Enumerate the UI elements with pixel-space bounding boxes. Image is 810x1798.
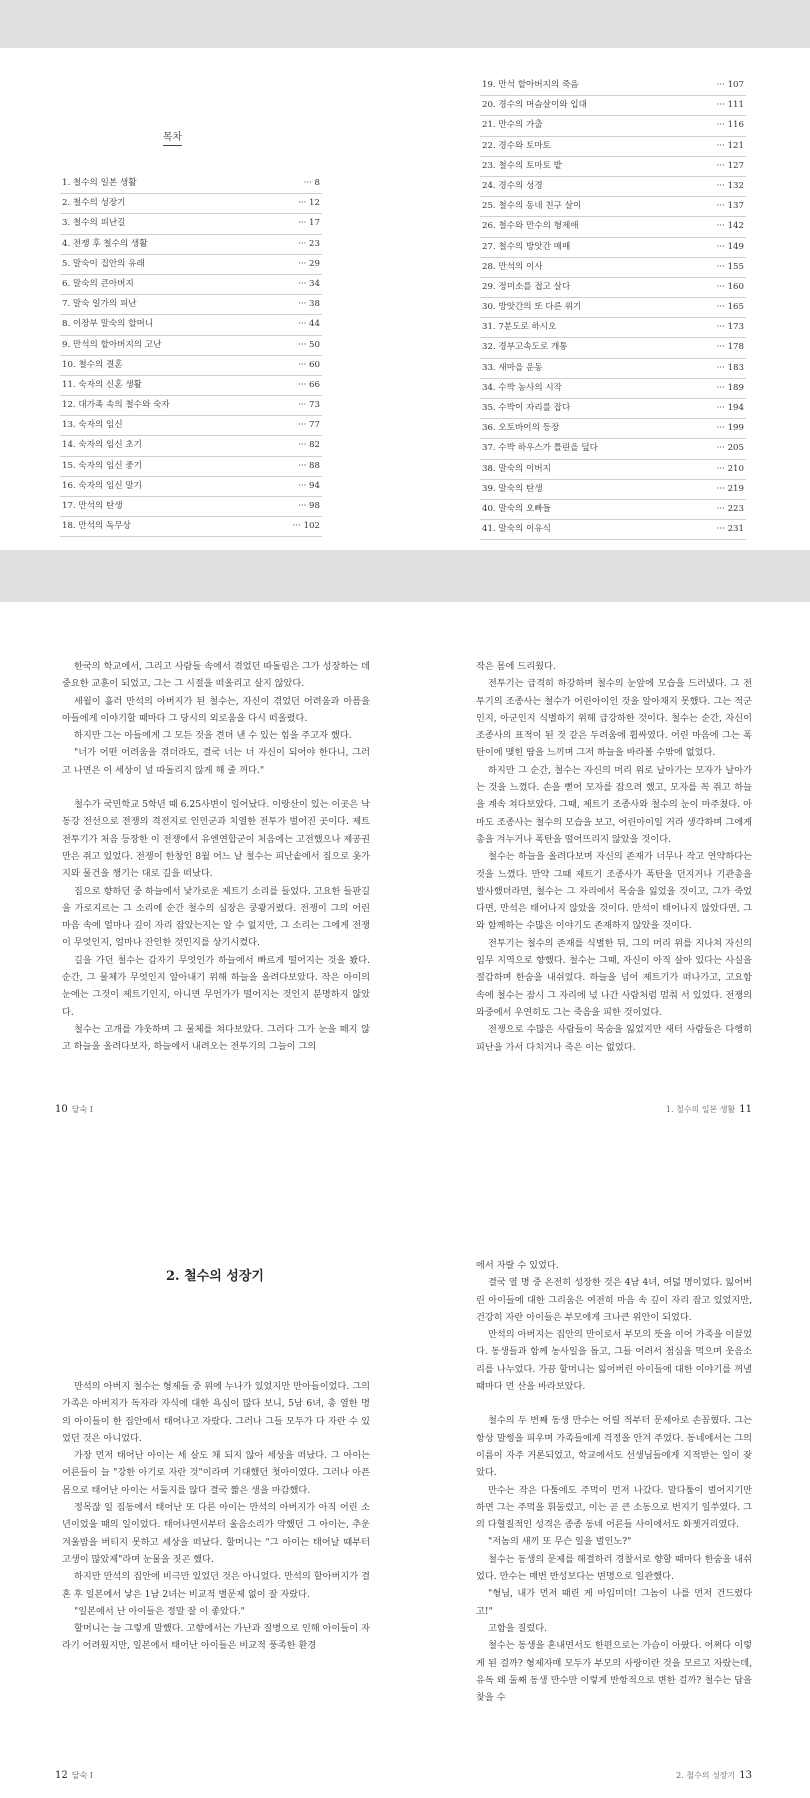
toc-entry-title: 4. 전쟁 후 철수의 생활: [62, 238, 148, 249]
toc-entry-page: ··· 88: [298, 460, 320, 471]
toc-entry-title: 26. 철수와 만수의 형제애: [482, 221, 579, 232]
toc-entry-title: 41. 말숙의 이유식: [482, 524, 551, 535]
toc-entry[interactable]: [480, 460, 746, 480]
toc-entry-title: 9. 만석의 할아버지의 고난: [62, 339, 162, 350]
toc-entry-title: 6. 말숙의 큰아버지: [62, 278, 134, 289]
toc-entry-title: 19. 만석 할아버지의 죽음: [482, 80, 579, 90]
toc-entry[interactable]: [60, 376, 322, 396]
toc-entry-page: ··· 98: [298, 501, 320, 511]
paragraph: 정목잖 일 집동에서 태어난 또 다른 아이는 만석의 아버지가 아직 어린 소년이었을 때의 일이었다. 태어나면서부터 울음소리가 약했던 그 아이는, 추운 겨울밤을 버티지 못하고 세상을 떠났다. 할머니는 "그 아이는 태어날 때부터 고생이 많았제"라며 눈물을 짓곤 했다.: [62, 1502, 370, 1565]
toc-entry-title: 39. 말숙의 탄생: [482, 483, 543, 494]
toc-entry-title: 16. 숙자의 임신 말기: [62, 480, 142, 491]
toc-entry-title: 1. 철수의 일본 생활: [62, 178, 137, 188]
page-10-folio: [55, 1104, 97, 1115]
paragraph: 가장 먼저 태어난 아이는 세 살도 채 되지 않아 세상을 떠났다. 그 아이는 어른들이 늘 "강한 아기로 자란 것"이라며 기대했던 첫아이였다. 그러나 아픈 몸으로 태어난 아이는 서둘지를 않다 결국 짧은 생을 마감했다.: [62, 1450, 370, 1496]
toc-entry-title: 3. 철수의 피난길: [62, 218, 126, 229]
paragraph: 결국 열 명 중 온전히 성장한 것은 4남 4녀, 여덟 명이었다. 잃어버린 아이들에 대한 그리움은 여전히 마음 속 깊이 자리 잡고 있었지만, 건강히 자란 아이들은 부모에게 크나큰 위안이 되었다.: [476, 1277, 752, 1323]
toc-entry[interactable]: [60, 436, 322, 456]
toc-entry-page: ··· 194: [716, 403, 744, 413]
page-number: 12: [55, 1770, 68, 1781]
page-11-body-text: [476, 658, 752, 1056]
running-head: 2. 철수의 성장기: [676, 1771, 736, 1780]
paragraph: "일본에서 난 아이들은 정말 잘 이 좋았다.": [74, 1605, 245, 1617]
toc-list-left: [60, 174, 322, 537]
toc-entry-title: 12. 대가족 속의 철수와 숙자: [62, 400, 170, 411]
toc-entry-page: ··· 8: [303, 178, 320, 188]
toc-entry[interactable]: [60, 295, 322, 315]
paragraph: 철수는 동생을 혼내면서도 한편으로는 가슴이 아팠다. 어쩌다 이렇게 된 걸까? 형제자매 모두가 부모의 사랑이란 것을 모르고 자랐는데, 유독 왜 둘째 동생 만수만 이렇게 반항적으로 변한 걸까? 철수는 답을 찾을 수: [476, 1640, 752, 1704]
toc-entry-page: ··· 160: [716, 281, 744, 292]
toc-entry-title: 25. 철수의 동네 친구 살이: [482, 201, 582, 212]
paragraph: "너가 어떤 어려움을 겪더라도, 결국 너는 너 자신이 되어야 한다니, 그러고 나면은 이 세상이 널 따돌리지 않게 해 줄 꺼다.": [62, 747, 370, 776]
toc-entry[interactable]: [480, 278, 746, 298]
toc-entry[interactable]: [480, 157, 746, 177]
paragraph: "저놈의 새끼 또 무슨 일을 벌인노?": [488, 1536, 632, 1548]
toc-entry[interactable]: [480, 197, 746, 217]
toc-entry-title: 33. 새마을 운동: [482, 362, 543, 373]
toc-entry-page: ··· 219: [716, 483, 744, 494]
toc-entry-page: ··· 94: [298, 480, 320, 491]
toc-entry-page: ··· 34: [298, 278, 320, 289]
toc-entry[interactable]: [480, 238, 746, 258]
toc-entry[interactable]: [60, 235, 322, 255]
toc-entry-page: ··· 23: [298, 238, 320, 249]
toc-entry-title: 40. 말숙의 오빠들: [482, 503, 551, 514]
toc-entry-title: 7. 말숙 일가의 피난: [62, 299, 137, 310]
toc-entry[interactable]: [60, 336, 322, 356]
toc-list-right: [480, 76, 746, 540]
toc-entry[interactable]: [480, 338, 746, 358]
paragraph: 철수가 국민학교 5학년 때 6.25사변이 일어났다. 이랑산이 있는 이곳은 낙동강 전선으로 전쟁의 격전지로 인민군과 치열한 전투가 벌어진 곳이다. 제트전투기가 처음 등장한 이 전쟁에서 유엔연합군이 처음에는 고전했으나 제공권만은 쥐고 있었다. 전쟁이 한창인 8월 어느 날 철수는 피난솥에서 집으로 옷가지와 물건을 챙기는 대로 길을 떠났다.: [62, 799, 370, 880]
middle-gray-band: [0, 550, 810, 602]
toc-entry[interactable]: [480, 399, 746, 419]
paragraph: 집으로 향하던 중 하늘에서 낯가로운 제트기 소리를 들었다. 고요한 들판길을 가로지르는 그 소리에 순간 철수의 심장은 쿵쾅거렸다. 전쟁이 그의 어린 마음 속에 얼마나 깊이 자리 잡았는지는 알 수 없지만, 그 소리는 그에게 전쟁이 무엇인지, 얼마나 잔인한 것인지를 상기시켰다.: [62, 885, 370, 949]
paragraph: 철수는 동생의 문제를 해결하러 경찰서로 향할 때마다 한숨을 내쉬었다. 만수는 매번 반성보다는 변명으로 일관했다.: [476, 1553, 752, 1583]
toc-entry-title: 2. 철수의 성장기: [62, 198, 126, 209]
toc-entry[interactable]: [480, 419, 746, 439]
paragraph: 고함을 질렀다.: [488, 1622, 548, 1634]
toc-entry[interactable]: [60, 315, 322, 335]
paragraph: 전투기는 철수의 존재를 식별한 뒤, 그의 머리 위를 지나쳐 자신의 임무 지역으로 향했다. 철수는 그때, 자신이 아직 살아 있다는 사실을 절감하며 한숨을 내쉬었다. 하늘을 넘어 제트기가 떠나가고, 고요함 속에 철수는 잠시 그 자리에 넋 나간 사람처럼 멈춰 서 있었다. 전쟁의 와중에서 우연히도 그는 죽음을 피한 것이었다.: [476, 937, 752, 1018]
toc-entry-page: ··· 102: [292, 521, 320, 532]
toc-entry-page: ··· 231: [716, 524, 744, 535]
toc-entry[interactable]: [480, 520, 746, 540]
chapter-title: 2. 철수의 성장기: [166, 1269, 264, 1284]
toc-entry[interactable]: [480, 439, 746, 459]
toc-entry-title: 22. 경수와 토마토: [482, 140, 551, 151]
toc-entry-page: ··· 29: [298, 258, 320, 269]
toc-entry-page: ··· 38: [298, 299, 320, 310]
toc-entry-page: ··· 210: [716, 463, 744, 474]
toc-entry[interactable]: [480, 359, 746, 379]
toc-entry-title: 21. 만수의 가출: [482, 120, 543, 131]
paragraph: 하지만 그는 아들에게 그 모든 것을 견뎌 낸 수 있는 힘을 주고자 했다.: [74, 730, 352, 742]
paragraph: 세월이 흘러 만석의 아버지가 된 철수는, 자신이 겪었던 어려움과 아픔을 아들에게 이야기할 때마다 그 당시의 외로움을 다시 떠올렸다.: [62, 695, 370, 724]
toc-entry-page: ··· 173: [716, 322, 744, 333]
page-12-folio: [55, 1770, 97, 1781]
spread-pages-10-11: [0, 602, 810, 1162]
toc-entry-title: 18. 만석의 독무상: [62, 521, 131, 532]
paragraph: 전투기는 급격히 하강하며 철수의 눈앞에 모습을 드러냈다. 그 전투기의 조종사는 철수가 어린아이인 것을 알아채지 못했다. 그는 적군인지, 아군인지 식별하기 위해 급강하한 것이다. 철수는 순간, 자신이 조종사의 표적이 된 것 같은 두려움에 휩싸였다. 어린 마음에 그는 폭탄이에 맺힌 땀을 느끼며 그저 하늘을 바라볼 수밖에 없었다.: [476, 678, 752, 759]
paragraph: 철수의 두 번째 동생 만수는 어릴 적부터 문제아로 손꼽혔다. 그는 항상 말썽을 피우며 가족들에게 걱정을 안겨 주었다. 동네에서는 그의 이름이 자주 거론되었고, 학교에서도 선생님들에게 지적받는 일이 잦았다.: [476, 1415, 752, 1479]
toc-entry[interactable]: [60, 416, 322, 436]
toc-entry-page: ··· 12: [298, 198, 320, 209]
toc-entry-page: ··· 66: [298, 379, 320, 390]
top-gray-band: [0, 0, 810, 48]
toc-entry[interactable]: [480, 217, 746, 237]
page-number: 11: [739, 1104, 752, 1115]
toc-entry[interactable]: [60, 517, 322, 537]
toc-spread: [0, 48, 810, 550]
paragraph: 하지만 그 순간, 철수는 자신의 머리 위로 날아가는 모자가 날아가는 것을 느꼈다. 손을 뻗어 모자를 잡으려 했고, 모자를 꼭 쥐고 하늘을 계속 쳐다보았다. 그때, 제트기 조종사와 철수의 눈이 마주쳤다. 아마도 조종사는 철수의 모습을 보고, 어린아이일 거라 생각하며 그에게 총을 겨누거나 폭탄을 떨어뜨리지 않았을 것이다.: [476, 764, 752, 845]
paragraph: 만석의 아버지는 집안의 만이로서 부모의 뜻을 이어 가족을 이끌었다. 동생들과 함께 농사일을 돕고, 그들 어려서 점심을 먹으며 웃음소리를 나누었다. 가끔 할머니는 잃어버린 아이들에 대한 이야기를 꺼낼 때마다 먼 산을 바라보았다.: [476, 1329, 752, 1393]
toc-entry-title: 27. 철수의 방앗간 매매: [482, 241, 571, 252]
page-13-folio: [672, 1770, 752, 1781]
toc-entry[interactable]: [480, 177, 746, 197]
page-number: 10: [55, 1104, 68, 1115]
toc-entry-title: 38. 말숙의 이버지: [482, 463, 551, 474]
toc-entry[interactable]: [480, 96, 746, 116]
toc-entry[interactable]: [60, 194, 322, 214]
toc-entry-title: 17. 만석의 탄생: [62, 501, 123, 511]
toc-entry-title: 29. 정미소를 접고 살다: [482, 281, 571, 292]
toc-entry[interactable]: [480, 298, 746, 318]
paragraph: "형님, 내가 먼저 때린 게 아입미더! 그놈이 나를 먼저 건드렸다고!": [476, 1588, 752, 1617]
toc-entry-page: ··· 165: [716, 302, 744, 313]
toc-entry-title: 36. 오토바이의 등장: [482, 423, 560, 434]
toc-entry-page: ··· 107: [716, 80, 744, 90]
toc-entry-page: ··· 17: [298, 218, 320, 229]
toc-entry[interactable]: [60, 174, 322, 194]
toc-entry[interactable]: [60, 275, 322, 295]
page-13-body-text: [476, 1257, 752, 1706]
toc-entry-title: 30. 방앗간의 또 다른 위기: [482, 302, 582, 313]
toc-entry-page: ··· 116: [716, 120, 744, 131]
toc-entry[interactable]: [480, 258, 746, 278]
paragraph: 전쟁으로 수많은 사람들이 목숨을 잃었지만 새터 사람들은 다행히 피난을 가서 다치거나 죽은 이는 없었다.: [476, 1024, 752, 1053]
toc-entry-title: 5. 말숙이 집안의 유래: [62, 258, 145, 269]
paragraph: 작은 몸에 드리웠다.: [476, 661, 556, 672]
toc-entry-page: ··· 50: [298, 339, 320, 350]
toc-title: 목차: [0, 128, 345, 143]
toc-entry[interactable]: [480, 137, 746, 157]
running-head: 1. 철수의 일본 생활: [665, 1105, 736, 1114]
toc-entry-title: 32. 경부고속도로 개통: [482, 342, 568, 353]
toc-entry-page: ··· 189: [716, 382, 744, 393]
toc-entry[interactable]: [60, 457, 322, 477]
toc-entry-title: 24. 경수의 성경: [482, 180, 543, 191]
toc-entry[interactable]: [60, 255, 322, 275]
toc-entry[interactable]: [480, 116, 746, 136]
toc-entry-page: ··· 149: [716, 241, 744, 252]
toc-entry-page: ··· 73: [298, 400, 320, 411]
toc-entry[interactable]: [480, 379, 746, 399]
toc-entry-page: ··· 183: [716, 362, 744, 373]
toc-entry-page: ··· 132: [716, 180, 744, 191]
toc-entry-page: ··· 44: [298, 319, 320, 330]
paragraph: 철수는 고개를 갸웃하며 그 물체를 쳐다보았다. 그러다 그가 눈을 떼지 않고 하늘을 올려다보자, 하늘에서 내려오는 전투기의 그늘이 그의: [62, 1023, 370, 1053]
toc-entry-title: 8. 이장부 말숙의 할머니: [62, 319, 154, 330]
page-10-body-text: [62, 658, 370, 1056]
running-head: 달숙 I: [71, 1105, 93, 1114]
toc-entry-title: 23. 철수의 토마토 밭: [482, 160, 562, 171]
toc-entry-page: ··· 178: [716, 342, 744, 353]
paragraph: 하지만 만석의 집안에 비극만 있었던 것은 아니었다. 만석의 할아버지가 결혼 후 일본에서 낳은 1남 2녀는 비교적 별문제 없이 잘 자랐다.: [62, 1571, 370, 1600]
toc-entry-page: ··· 155: [716, 261, 744, 272]
toc-entry[interactable]: [480, 76, 746, 96]
toc-entry-title: 13. 숙자의 임신: [62, 420, 123, 431]
toc-entry-title: 37. 수박 하우스가 틀린을 덮다: [482, 443, 598, 454]
toc-entry-title: 35. 수박이 자리를 잡다: [482, 403, 571, 413]
toc-entry-page: ··· 205: [716, 443, 744, 454]
paragraph: 한국의 학교에서, 그리고 사람들 속에서 겪었던 따돌림은 그가 성장하는 데 중요한 교훈이 되었고, 그는 그 시절을 떠올리고 살지 않았다.: [62, 661, 370, 690]
toc-entry[interactable]: [60, 356, 322, 376]
toc-entry-title: 31. 7분도로 하시오: [482, 322, 557, 333]
toc-entry[interactable]: [480, 480, 746, 500]
toc-entry-title: 10. 철수의 결혼: [62, 359, 123, 370]
toc-entry-title: 14. 숙자의 임신 초기: [62, 440, 142, 451]
toc-entry-page: ··· 127: [716, 160, 744, 171]
toc-entry-title: 34. 수박 농사의 시작: [482, 382, 562, 393]
page-number: 13: [739, 1770, 752, 1781]
paragraph: 만수는 작은 다툼에도 주먹이 먼저 나갔다. 말다툼이 벌어지기만 하면 그는 주먹을 휘둘렀고, 이는 곧 큰 소동으로 번지기 일쑤였다. 그의 다혈질적인 성격은 종종 동네 어른들 사이에서도 화젯거리였다.: [476, 1484, 752, 1531]
toc-entry[interactable]: [60, 477, 322, 497]
toc-entry[interactable]: [480, 318, 746, 338]
toc-entry[interactable]: [60, 497, 322, 517]
toc-entry-page: ··· 199: [716, 423, 744, 434]
paragraph: 할머니는 늘 그렇게 말했다. 고향에서는 가난과 질병으로 인해 아이들이 자라기 어려웠지만, 일본에서 태어난 아이들은 비교적 풍족한 환경: [62, 1623, 370, 1652]
toc-entry-page: ··· 82: [298, 440, 320, 451]
toc-entry-page: ··· 60: [298, 359, 320, 370]
paragraph: 길을 가던 철수는 갑자기 무엇인가 하늘에서 빠르게 떨어지는 것을 봤다. 순간, 그 물체가 무엇인지 알아내기 위해 하늘을 올려다보았다. 작은 아이의 눈에는 그것이 제트기인지, 아니면 무언가가 떨어지는 것인지 분명하지 않았다.: [62, 954, 370, 1018]
running-head: 달숙 I: [71, 1771, 93, 1780]
toc-entry-page: ··· 223: [716, 503, 744, 514]
toc-entry[interactable]: [480, 500, 746, 520]
toc-entry-title: 20. 경수의 머슴살이와 입대: [482, 100, 587, 111]
paragraph: 만석의 아버지 철수는 형제들 중 위에 누나가 있었지만 만아들이었다. 그의 가족은 아버지가 독자라 자식에 대한 욕심이 많다 보니, 5남 6녀, 총 열한 명의 아이들이 한 집안에서 태어나고 자랐다. 그러나 그들 모두가 다 자란 수 있었던 것은 아니었다.: [62, 1381, 370, 1444]
toc-entry[interactable]: [60, 214, 322, 234]
toc-entry-page: ··· 121: [716, 140, 744, 151]
toc-entry-title: 15. 숙자의 임신 중기: [62, 460, 142, 471]
page-11-folio: [662, 1104, 752, 1115]
toc-entry-title: 28. 만석의 이사: [482, 261, 543, 272]
toc-entry-page: ··· 77: [298, 420, 320, 431]
paragraph: 철수는 하늘을 올려다보며 자신의 존재가 너무나 작고 연약하다는 것을 느꼈다. 만약 그때 제트기 조종사가 폭탄을 던지거나 기관총을 발사했더라면, 철수는 그 자리에서 목숨을 잃었을 것이고, 그가 죽었다면, 만석은 태어나지 않았을 것이다. 만석이 태어나지 않았다면, 그와 함께하는 수많은 이야기도 존재하지 않았을 것이다.: [476, 851, 752, 932]
toc-entry-page: ··· 142: [716, 221, 744, 232]
paragraph: 에서 자랄 수 있었다.: [476, 1260, 559, 1271]
toc-entry-page: ··· 137: [716, 201, 744, 212]
toc-entry[interactable]: [60, 396, 322, 416]
toc-entry-page: ··· 111: [716, 100, 744, 111]
toc-entry-title: 11. 숙자의 신혼 생활: [62, 379, 142, 390]
page-12-body-text: [62, 1378, 370, 1655]
